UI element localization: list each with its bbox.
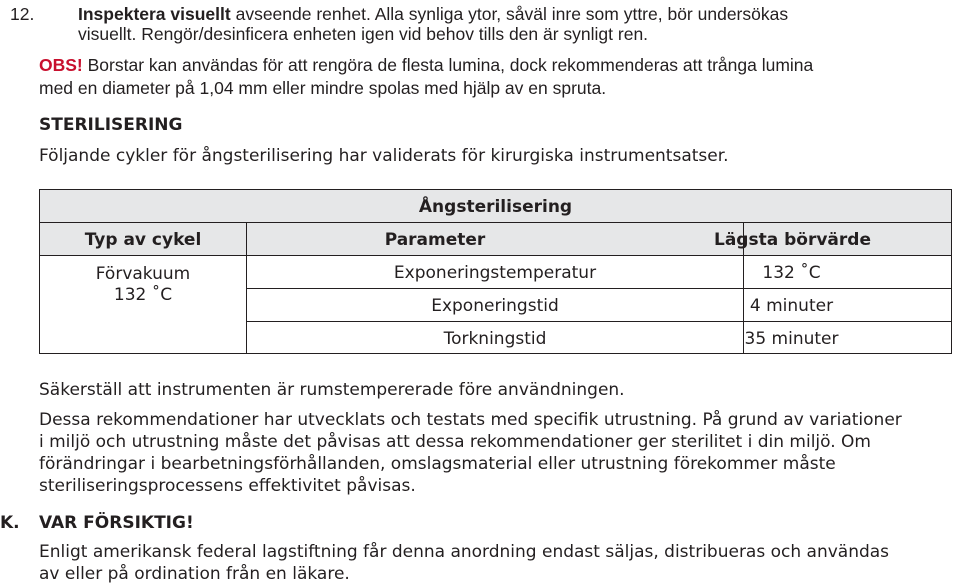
sterilisering-intro: Följande cykler för ångsterilisering har validerats för kirurgiska instrumentsatser. (39, 146, 729, 166)
cycle-type-temp: 132 ˚C (113, 285, 173, 305)
header-value-label: Lägsta börvärde (714, 230, 871, 250)
note-validation-line3: förändringar i bearbetningsförhållanden, omslagsmaterial eller utrustning förekommer måste (39, 454, 836, 474)
step-12-text (78, 4, 788, 24)
obs-note (39, 55, 813, 75)
sterilization-table (39, 189, 952, 354)
value-cell (743, 321, 952, 354)
obs-label: OBS! (39, 55, 83, 75)
value-cell (743, 288, 952, 322)
step-12-rest: avseende renhet. Alla synliga ytor, såväl inre som yttre, bör undersökas (230, 4, 789, 24)
header-parameter-label: Parameter (384, 230, 486, 250)
note-validation-line1: Dessa rekommendationer har utvecklats och testats med specifik utrustning. På grund av variationer (39, 410, 902, 430)
cycle-type-name: Förvakuum (95, 264, 191, 284)
parameter-cell: Exponeringstemperatur (393, 263, 597, 283)
sterilisering-heading: STERILISERING (39, 115, 183, 135)
note-validation-line2: i miljö och utrustning måste det påvisas att dessa rekommendationer ger sterilitet i din miljö. Om (39, 432, 871, 452)
parameter-cell: Exponeringstid (431, 296, 559, 316)
header-cell-value (714, 222, 952, 256)
note-room-temperature: Säkerställ att instrumenten är rumstempererade före användningen. (39, 380, 625, 400)
caution-line2: av eller på ordination från en läkare. (39, 564, 350, 584)
cycle-type-cell (39, 255, 247, 354)
table-title-row (39, 189, 952, 223)
caution-heading: VAR FÖRSIKTIG! (39, 513, 194, 533)
step-12-bold: Inspektera visuellt (78, 4, 231, 24)
table-title: Ångsterilisering (418, 197, 573, 217)
value-text: 35 minuter (744, 329, 839, 349)
step-12-line2: visuellt. Rengör/desinficera enheten igen vid behov tills den är synligt ren. (78, 24, 649, 44)
caution-line1: Enligt amerikansk federal lagstiftning får denna anordning endast säljas, distribueras och användas (39, 542, 890, 562)
step-number: 12. (10, 4, 35, 24)
obs-line2: med en diameter på 1,04 mm eller mindre spolas med hjälp av en spruta. (39, 78, 607, 98)
parameter-cell: Torkningstid (443, 329, 547, 349)
obs-line1: Borstar kan användas för att rengöra de flesta lumina, dock rekommenderas att trånga lumina (82, 55, 814, 75)
value-text: 132 ˚C (762, 263, 821, 283)
note-validation-line4: steriliseringsprocessens effektivitet påvisas. (39, 476, 416, 496)
value-cell (743, 255, 952, 289)
value-text: 4 minuter (749, 296, 834, 316)
header-type-label: Typ av cykel (84, 230, 202, 250)
caution-letter: K. (0, 513, 20, 533)
